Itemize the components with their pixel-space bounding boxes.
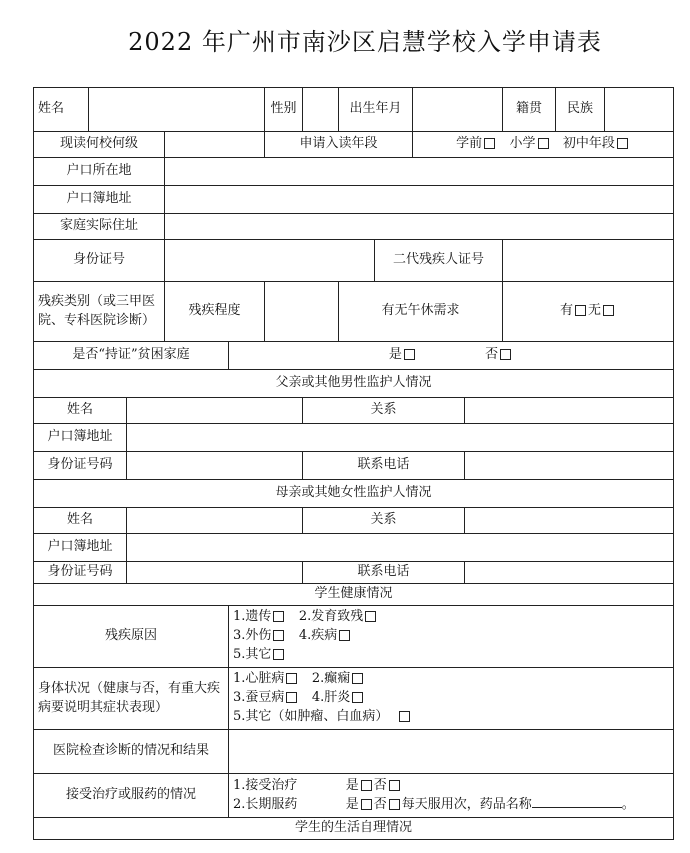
checkbox-icon[interactable] [286,692,297,703]
checkbox-icon[interactable] [389,780,400,791]
student-id-field[interactable] [165,240,375,282]
treatment-options[interactable] [229,774,674,818]
checkbox-icon[interactable] [484,138,495,149]
cause-option: 4.疾病 [298,628,338,644]
checkbox-icon[interactable] [365,611,376,622]
mother-section-title: 母亲或其她女性监护人情况 [34,480,674,508]
medicine-name-blank[interactable] [532,797,622,808]
disability-type-label: 残疾类别（或三甲医院、专科医院诊断） [34,282,165,342]
name-field[interactable] [89,88,265,132]
home-address-field[interactable] [165,214,674,240]
treat-no: 否 [373,777,387,793]
father-phone-field[interactable] [465,452,674,480]
checkbox-icon[interactable] [399,711,410,722]
apply-grade-label: 申请入读年段 [265,132,413,158]
father-phone-label: 联系电话 [303,452,465,480]
gender-label: 性别 [265,88,303,132]
disability-cause-options[interactable] [229,606,674,668]
condition-option: 3.蚕豆病 [233,690,285,706]
checkbox-icon[interactable] [404,349,415,360]
hukou-location-field[interactable] [165,158,674,186]
birth-field[interactable] [413,88,503,132]
checkbox-icon[interactable] [273,611,284,622]
treatment-label: 接受治疗或服药的情况 [34,774,229,818]
father-id-label: 身份证号码 [34,452,127,480]
medication-option: 2.长期服药 [233,796,298,812]
condition-option: 4.肝炎 [311,690,351,706]
mother-address-label: 户口簿地址 [34,534,127,562]
self-care-section-title: 学生的生活自理情况 [34,818,674,840]
preschool-option: 学前 [456,136,483,152]
hospital-diagnosis-label: 医院检查诊断的情况和结果 [34,730,229,774]
med-no: 否 [373,796,387,812]
home-address-label: 家庭实际住址 [34,214,165,240]
nap-no-option: 无 [588,303,602,319]
father-relation-field[interactable] [465,398,674,424]
mother-address-field[interactable] [127,534,674,562]
checkbox-icon[interactable] [273,649,284,660]
cause-option: 3.外伤 [233,628,272,644]
father-name-field[interactable] [127,398,303,424]
checkbox-icon[interactable] [575,305,586,316]
checkbox-icon[interactable] [603,305,614,316]
mother-id-field[interactable] [127,562,303,584]
treat-yes: 是 [345,777,359,793]
condition-option: 1.心脏病 [233,671,285,687]
father-relation-label: 关系 [303,398,465,424]
cause-option: 1.遗传 [233,609,272,625]
checkbox-icon[interactable] [273,630,284,641]
mother-phone-label: 联系电话 [303,562,465,584]
mother-phone-field[interactable] [465,562,674,584]
checkbox-icon[interactable] [352,673,363,684]
mother-id-label: 身份证号码 [34,562,127,584]
disability-degree-label: 残疾程度 [165,282,265,342]
checkbox-icon[interactable] [286,673,297,684]
poverty-label: 是否“持证”贫困家庭 [34,342,229,370]
checkbox-icon[interactable] [617,138,628,149]
treatment-option: 1.接受治疗 [233,777,298,793]
name-label: 姓名 [34,88,89,132]
native-label: 籍贯 [503,88,556,132]
cause-option: 5.其它 [233,646,272,662]
disability-cause-label: 残疾原因 [34,606,229,668]
checkbox-icon[interactable] [339,630,350,641]
checkbox-icon[interactable] [538,138,549,149]
checkbox-icon[interactable] [361,799,372,810]
health-section-title: 学生健康情况 [34,584,674,606]
hukou-address-label: 户口簿地址 [34,186,165,214]
primary-option: 小学 [509,136,536,152]
student-id-label: 身份证号 [34,240,165,282]
hospital-diagnosis-field[interactable] [229,730,674,774]
father-id-field[interactable] [127,452,303,480]
father-address-label: 户口簿地址 [34,424,127,452]
hukou-location-label: 户口所在地 [34,158,165,186]
disability-cert-field[interactable] [503,240,674,282]
ethnic-label: 民族 [556,88,605,132]
mother-relation-field[interactable] [465,508,674,534]
nap-need-label: 有无午休需求 [339,282,503,342]
cause-option: 2.发育致残 [298,609,364,625]
father-name-label: 姓名 [34,398,127,424]
medication-detail: 每天服用次，药品名称 [401,796,532,812]
disability-cert-label: 二代残疾人证号 [375,240,503,282]
checkbox-icon[interactable] [361,780,372,791]
mother-name-field[interactable] [127,508,303,534]
form-title: 2022 年广州市南沙区启慧学校入学申请表 [128,28,602,56]
period: 。 [621,796,635,812]
grade-options[interactable] [413,132,674,158]
body-condition-options[interactable] [229,668,674,730]
mother-relation-label: 关系 [303,508,465,534]
poverty-no-option: 否 [485,347,499,363]
birth-label: 出生年月 [339,88,413,132]
gender-field[interactable] [303,88,339,132]
mother-name-label: 姓名 [34,508,127,534]
junior-option: 初中年段 [562,136,615,152]
father-address-field[interactable] [127,424,674,452]
checkbox-icon[interactable] [500,349,511,360]
current-school-label: 现读何校何级 [34,132,165,158]
application-form [33,87,674,840]
father-section-title: 父亲或其他男性监护人情况 [34,370,674,398]
poverty-yes-option: 是 [388,347,402,363]
ethnic-field[interactable] [605,88,674,132]
current-school-field[interactable] [165,132,265,158]
condition-option: 5.其它（如肿瘤、白血病） [233,708,389,724]
nap-yes-option: 有 [560,303,574,319]
body-condition-label: 身体状况（健康与否，有重大疾病要说明其症状表现） [34,668,229,730]
med-yes: 是 [345,796,359,812]
checkbox-icon[interactable] [389,799,400,810]
nap-options[interactable] [503,282,674,342]
poverty-options[interactable] [229,342,674,370]
condition-option: 2.癫痫 [311,671,351,687]
hukou-address-field[interactable] [165,186,674,214]
disability-degree-field[interactable] [265,282,339,342]
checkbox-icon[interactable] [352,692,363,703]
